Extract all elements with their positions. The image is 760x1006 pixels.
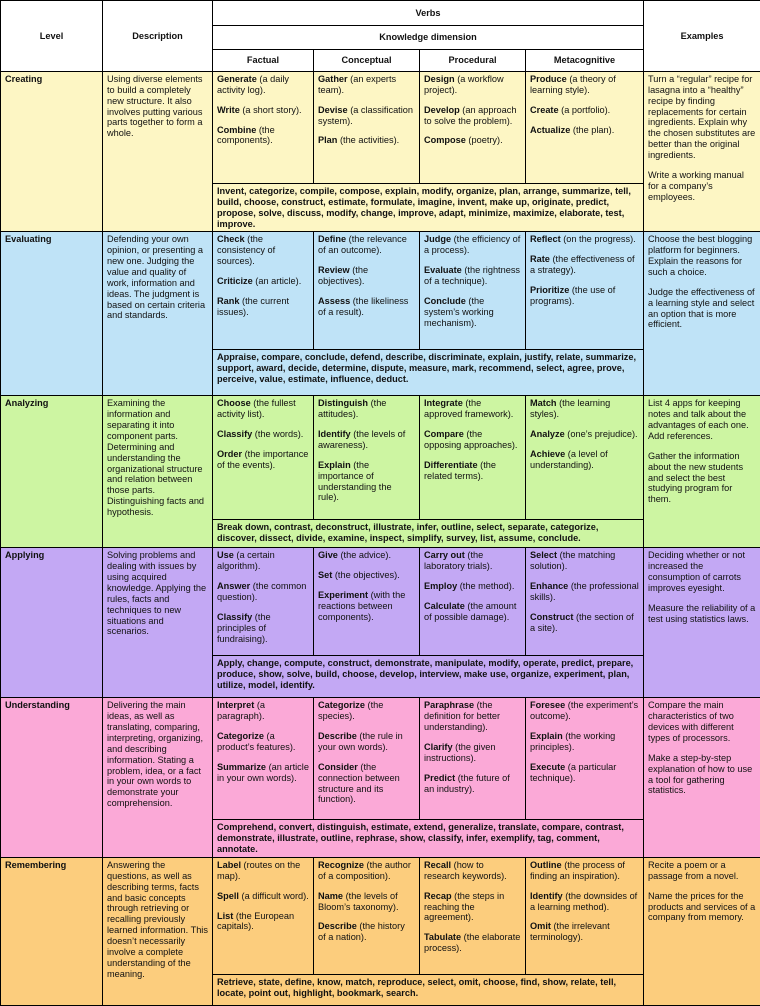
metacognitive-verbs-cell	[526, 232, 644, 350]
level-name: Remembering	[1, 858, 103, 1006]
examples-header: Examples	[644, 1, 760, 72]
verb-object: (a classification system).	[318, 105, 413, 126]
examples-cell	[644, 548, 760, 698]
verb-object: (the given instructions).	[424, 742, 496, 763]
verb-example	[217, 276, 309, 287]
verb-example	[530, 700, 639, 722]
verb: Omit	[530, 921, 551, 931]
metacognitive-verbs-cell	[526, 396, 644, 520]
verb: Predict	[424, 773, 455, 783]
verb-object: (poetry).	[466, 135, 503, 145]
verb: Conclude	[424, 296, 466, 306]
verb: Enhance	[530, 581, 568, 591]
verb-object: (a particular technique).	[530, 762, 616, 783]
verb-example	[217, 731, 309, 753]
verb-example	[318, 460, 415, 503]
verb-example	[424, 773, 521, 795]
verb: Match	[530, 398, 557, 408]
verb-example	[217, 296, 309, 318]
verb: Devise	[318, 105, 348, 115]
level-header: Level	[1, 1, 103, 72]
verbs-list: Comprehend, convert, distinguish, estimate, extend, generalize, translate, compare, contrast, demonstrate, illustrate, outline, rephrase, show, classify, infer, exemplify, tag, comment, annotate.	[213, 820, 644, 858]
verb-example	[318, 860, 415, 882]
verb: Employ	[424, 581, 457, 591]
verb: Generate	[217, 74, 257, 84]
verb: Rank	[217, 296, 239, 306]
description-header: Description	[103, 1, 213, 72]
verb: Plan	[318, 135, 337, 145]
verb-object: (the irrelevant terminology).	[530, 921, 610, 942]
verb-example	[424, 742, 521, 764]
conceptual-verbs-cell	[314, 698, 420, 820]
level-name: Creating	[1, 72, 103, 232]
metacognitive-header: Metacognitive	[526, 50, 644, 72]
examples-cell	[644, 232, 760, 396]
verb: Gather	[318, 74, 348, 84]
verb-object: (the importance of understanding the rule).	[318, 460, 392, 503]
verb-object: (one’s prejudice).	[565, 429, 638, 439]
verb: Distinguish	[318, 398, 368, 408]
examples-cell	[644, 396, 760, 548]
example-text: Measure the reliability of a test using statistics laws.	[648, 603, 756, 625]
verb-object: (the attitudes).	[318, 398, 386, 419]
level-row-understanding	[1, 698, 760, 820]
level-row-remembering	[1, 858, 760, 975]
verb: Set	[318, 570, 332, 580]
procedural-verbs-cell	[420, 548, 526, 656]
verb-example	[318, 296, 415, 318]
verb-example	[318, 429, 415, 451]
verb: Produce	[530, 74, 567, 84]
level-description: Examining the information and separating it into component parts. Determining and understanding the organizational structure and relation between those parts. Distinguishing facts and hypothesis.	[103, 396, 213, 548]
verb-object: (the process of finding an inspiration).	[530, 860, 625, 881]
verb: Prioritize	[530, 285, 569, 295]
example-text: Make a step-by-step explanation of how to use a tool for gathering statistics.	[648, 753, 756, 796]
verb-example	[530, 74, 639, 96]
verb-example	[318, 234, 415, 256]
verb-example	[318, 550, 415, 561]
verb-object: (the author of a composition).	[318, 860, 411, 881]
conceptual-verbs-cell	[314, 858, 420, 975]
verb-example	[530, 449, 639, 471]
verb: Explain	[318, 460, 351, 470]
verb-object: (a theory of learning style).	[530, 74, 616, 95]
verb-example	[424, 581, 521, 592]
level-description: Delivering the main ideas, as well as translating, comparing, interpreting, organizing, and describing information. Stating a problem, idea, or a fact in your own words to demonstrate your comprehension.	[103, 698, 213, 858]
verb-example	[530, 891, 639, 913]
verb: Execute	[530, 762, 565, 772]
verb: Label	[217, 860, 241, 870]
verb-example	[318, 590, 415, 623]
verb-example	[318, 570, 415, 581]
verb-object: (the opposing approaches).	[424, 429, 517, 450]
verb-object: (the consistency of sources).	[217, 234, 275, 266]
verb-object: (the learning styles).	[530, 398, 610, 419]
verb: Describe	[318, 731, 357, 741]
verb: Identify	[318, 429, 351, 439]
verb-example	[424, 700, 521, 733]
verb: Design	[424, 74, 455, 84]
verb-example	[217, 234, 309, 267]
example-text: Judge the effectiveness of a learning style and select an option that is more efficient.	[648, 287, 756, 330]
verb: List	[217, 911, 233, 921]
verb: Judge	[424, 234, 451, 244]
verbs-list: Invent, categorize, compile, compose, explain, modify, organize, plan, arrange, summarize, tell, build, choose, construct, estimate, formulate, imagine, invent, make up, originate, predict, propose, solve, discuss, modify, change, improve, adapt, minimize, maximize, elaborate, test, improve.	[213, 184, 644, 232]
verb-object: (the elaborate process).	[424, 932, 520, 953]
verb-object: (the likeliness of a result).	[318, 296, 408, 317]
verb-object: (on the progress).	[561, 234, 636, 244]
metacognitive-verbs-cell	[526, 858, 644, 975]
conceptual-header: Conceptual	[314, 50, 420, 72]
verb-object: (the objectives).	[332, 570, 399, 580]
examples-cell	[644, 698, 760, 858]
verb: Recall	[424, 860, 451, 870]
verb: Construct	[530, 612, 573, 622]
verb-example	[217, 550, 309, 572]
procedural-verbs-cell	[420, 396, 526, 520]
verb-example	[318, 135, 415, 146]
procedural-verbs-cell	[420, 858, 526, 975]
verb: Compose	[424, 135, 466, 145]
verb-object: (a difficult word).	[239, 891, 309, 901]
verb-object: (the amount of possible damage).	[424, 601, 516, 622]
verb: Evaluate	[424, 265, 462, 275]
verb: Summarize	[217, 762, 266, 772]
verb-object: (the approved framework).	[424, 398, 513, 419]
verb: Answer	[217, 581, 250, 591]
level-row-evaluating	[1, 232, 760, 350]
level-description: Answering the questions, as well as describing terms, facts and basic concepts through retrieving or recalling previously learned information. This doesn’t necessarily involve a complete understanding of the meaning.	[103, 858, 213, 1006]
verb: Identify	[530, 891, 563, 901]
conceptual-verbs-cell	[314, 396, 420, 520]
verb-example	[217, 398, 309, 420]
conceptual-verbs-cell	[314, 232, 420, 350]
verb-object: (the use of programs).	[530, 285, 615, 306]
verb-object: (a daily activity log).	[217, 74, 289, 95]
procedural-verbs-cell	[420, 232, 526, 350]
verb: Criticize	[217, 276, 253, 286]
verb: Experiment	[318, 590, 368, 600]
verb-example	[530, 921, 639, 943]
verbs-list: Appraise, compare, conclude, defend, describe, discriminate, explain, justify, relate, summarize, support, award, decide, determine, dispute, measure, mark, recommend, select, agree, prove, perceive, value, estimate, influence, deduct.	[213, 350, 644, 396]
example-text: Compare the main characteristics of two devices with different types of processors.	[648, 700, 756, 743]
verb-example	[530, 254, 639, 276]
verb: Give	[318, 550, 338, 560]
verb-object: (a certain algorithm).	[217, 550, 275, 571]
verb-example	[424, 601, 521, 623]
verb-object: (a paragraph).	[217, 700, 265, 721]
verb-example	[424, 429, 521, 451]
verb-example	[424, 234, 521, 256]
verb-example	[318, 921, 415, 943]
verb-example	[530, 234, 639, 245]
level-row-applying	[1, 548, 760, 656]
verb: Recognize	[318, 860, 364, 870]
verb-object: (the professional skills).	[530, 581, 639, 602]
verb-object: (the principles of fundraising).	[217, 612, 271, 644]
table-body	[1, 72, 760, 1006]
verb: Review	[318, 265, 350, 275]
verb-object: (the species).	[318, 700, 383, 721]
verb-example	[424, 932, 521, 954]
verb-example	[424, 550, 521, 572]
verb-object: (the common question).	[217, 581, 306, 602]
verb-example	[530, 860, 639, 882]
verb-example	[424, 74, 521, 96]
factual-header: Factual	[213, 50, 314, 72]
verb-example	[217, 125, 309, 147]
verb-example	[424, 296, 521, 329]
factual-verbs-cell	[213, 232, 314, 350]
level-name: Evaluating	[1, 232, 103, 396]
verb: Reflect	[530, 234, 561, 244]
verb: Paraphrase	[424, 700, 474, 710]
example-text: Name the prices for the products and services of a company from memory.	[648, 891, 756, 924]
verb-object: (the matching solution).	[530, 550, 615, 571]
verb-example	[217, 581, 309, 603]
verb: Write	[217, 105, 240, 115]
verb: Rate	[530, 254, 550, 264]
verb-object: (the downsides of a learning method).	[530, 891, 637, 912]
verb-object: (the advice).	[338, 550, 391, 560]
verb: Categorize	[217, 731, 264, 741]
verb: Achieve	[530, 449, 565, 459]
verb-example	[217, 105, 309, 116]
verb-object: (the history of a nation).	[318, 921, 405, 942]
verb-object: (the levels of awareness).	[318, 429, 405, 450]
verb-object: (a level of understanding).	[530, 449, 608, 470]
factual-verbs-cell	[213, 396, 314, 520]
verb-example	[318, 105, 415, 127]
verb: Differentiate	[424, 460, 478, 470]
verb-example	[530, 581, 639, 603]
conceptual-verbs-cell	[314, 72, 420, 184]
level-description: Defending your own opinion, or presenting a new one. Judging the value and quality of work, information and ideas. The judgment is based on certain criteria and standards.	[103, 232, 213, 396]
verb-example	[530, 105, 639, 116]
verb-object: (a short story).	[240, 105, 302, 115]
verbs-list: Retrieve, state, define, know, match, reproduce, select, omit, choose, find, show, relate, tell, locate, point out, highlight, bookmark, search.	[213, 975, 644, 1006]
verb: Interpret	[217, 700, 254, 710]
verbs-list: Apply, change, compute, construct, demonstrate, manipulate, modify, operate, predict, prepare, produce, show, solve, build, choose, develop, interview, make use, organize, experiment, plan, utilize, model, identify.	[213, 656, 644, 698]
verb: Recap	[424, 891, 452, 901]
verb-object: (the components).	[217, 125, 275, 146]
verb: Tabulate	[424, 932, 461, 942]
knowledge-dimension-header: Knowledge dimension	[213, 26, 644, 50]
verb: Use	[217, 550, 234, 560]
verb-example	[424, 398, 521, 420]
verb: Clarify	[424, 742, 453, 752]
example-text: Gather the information about the new students and select the best studying program for them.	[648, 451, 756, 505]
verb-example	[424, 860, 521, 882]
verb-example	[217, 911, 309, 933]
example-text: Write a working manual for a company’s employees.	[648, 170, 756, 203]
verb: Classify	[217, 429, 252, 439]
example-text: Turn a “regular” recipe for lasagna into a “healthy” recipe by finding replacements for certain ingredients. Explain why the chosen substitutes are better than the original ingredients.	[648, 74, 756, 161]
verb-object: (the effectiveness of a strategy).	[530, 254, 635, 275]
verb-object: (the experiment’s outcome).	[530, 700, 638, 721]
verb: Develop	[424, 105, 460, 115]
verb: Compare	[424, 429, 464, 439]
verb-object: (the levels of Bloom’s taxonomy).	[318, 891, 399, 912]
verb: Carry out	[424, 550, 465, 560]
level-name: Understanding	[1, 698, 103, 858]
level-name: Applying	[1, 548, 103, 698]
verb-example	[217, 762, 309, 784]
verb: Actualize	[530, 125, 570, 135]
verb: Assess	[318, 296, 350, 306]
level-description: Using diverse elements to build a completely new structure. It also involves putting various parts together to form a whole.	[103, 72, 213, 232]
verbs-list: Break down, contrast, deconstruct, illustrate, infer, outline, select, separate, categorize, discover, dissect, divide, examine, inspect, simplify, survey, list, assume, conclude.	[213, 520, 644, 548]
conceptual-verbs-cell	[314, 548, 420, 656]
verb-object: (the related terms).	[424, 460, 496, 481]
procedural-verbs-cell	[420, 72, 526, 184]
verb: Outline	[530, 860, 562, 870]
verb-object: (the European capitals).	[217, 911, 294, 932]
verb-example	[530, 125, 639, 136]
factual-verbs-cell	[213, 72, 314, 184]
verb: Integrate	[424, 398, 463, 408]
verb-example	[217, 891, 309, 902]
verb-example	[318, 398, 415, 420]
verb-object: (routes on the map).	[217, 860, 300, 881]
verb-object: (the rightness of a technique).	[424, 265, 520, 286]
example-text: Deciding whether or not increased the consumption of carrots improves eyesight.	[648, 550, 756, 593]
verb: Explain	[530, 731, 563, 741]
verb-example	[217, 74, 309, 96]
verb-object: (the activities).	[337, 135, 399, 145]
examples-cell	[644, 72, 760, 232]
metacognitive-verbs-cell	[526, 698, 644, 820]
verb-example	[530, 731, 639, 753]
verb-example	[424, 460, 521, 482]
verb-object: (the words).	[252, 429, 303, 439]
verb: Spell	[217, 891, 239, 901]
level-row-creating	[1, 72, 760, 184]
level-description: Solving problems and dealing with issues by using acquired knowledge. Applying the rules, facts and techniques to new situations and scenarios.	[103, 548, 213, 698]
verb-example	[424, 891, 521, 924]
verb-example	[530, 762, 639, 784]
verb-example	[530, 429, 639, 440]
verb: Consider	[318, 762, 358, 772]
verb-example	[217, 700, 309, 722]
verb-object: (the current issues).	[217, 296, 289, 317]
verb-example	[217, 429, 309, 440]
verb-object: (an article).	[253, 276, 302, 286]
verb-example	[318, 731, 415, 753]
verb-object: (the relevance of an outcome).	[318, 234, 407, 255]
verb-object: (the efficiency of a process).	[424, 234, 520, 255]
factual-verbs-cell	[213, 698, 314, 820]
verb-example	[424, 105, 521, 127]
factual-verbs-cell	[213, 548, 314, 656]
verb-object: (the working principles).	[530, 731, 615, 752]
procedural-header: Procedural	[420, 50, 526, 72]
verb-object: (the section of a site).	[530, 612, 634, 633]
verb: Combine	[217, 125, 256, 135]
verb-object: (the steps in reaching the agreement).	[424, 891, 504, 923]
verb: Order	[217, 449, 242, 459]
examples-cell	[644, 858, 760, 1006]
verb-object: (the system’s working mechanism).	[424, 296, 494, 328]
verb-object: (a workflow project).	[424, 74, 504, 95]
verb-object: (a product’s features).	[217, 731, 295, 752]
verbs-header: Verbs	[213, 1, 644, 26]
verb-example	[318, 265, 415, 287]
verb-example	[530, 612, 639, 634]
verb-example	[530, 285, 639, 307]
verb-object: (the rule in your own words).	[318, 731, 403, 752]
verb: Name	[318, 891, 343, 901]
verb-example	[217, 860, 309, 882]
verb: Classify	[217, 612, 252, 622]
verb-object: (how to research keywords).	[424, 860, 507, 881]
verb: Foresee	[530, 700, 565, 710]
verb: Describe	[318, 921, 357, 931]
verb-example	[424, 135, 521, 146]
verb-object: (the definition for better understanding).	[424, 700, 500, 732]
verb: Create	[530, 105, 559, 115]
verb: Select	[530, 550, 557, 560]
verb-object: (the method).	[457, 581, 514, 591]
verb: Analyze	[530, 429, 565, 439]
example-text: List 4 apps for keeping notes and talk about the advantages of each one. Add references.	[648, 398, 756, 441]
verb: Categorize	[318, 700, 365, 710]
metacognitive-verbs-cell	[526, 72, 644, 184]
verb-example	[424, 265, 521, 287]
verb-example	[318, 891, 415, 913]
verb-object: (the connection between structure and its function).	[318, 762, 400, 805]
verb-object: (the plan).	[570, 125, 614, 135]
verb-object: (an article in your own words).	[217, 762, 309, 783]
verb-object: (the laboratory trials).	[424, 550, 492, 571]
factual-verbs-cell	[213, 858, 314, 975]
verb-example	[217, 449, 309, 471]
verb-example	[318, 74, 415, 96]
verb: Calculate	[424, 601, 465, 611]
verb-object: (an experts team).	[318, 74, 396, 95]
verb-example	[530, 550, 639, 572]
verb: Choose	[217, 398, 251, 408]
level-row-analyzing	[1, 396, 760, 520]
verb-object: (the objectives).	[318, 265, 368, 286]
verb-object: (with the reactions between components).	[318, 590, 405, 622]
verb-object: (the future of an industry).	[424, 773, 510, 794]
example-text: Choose the best blogging platform for beginners. Explain the reasons for such a choice.	[648, 234, 756, 277]
metacognitive-verbs-cell	[526, 548, 644, 656]
verb-object: (the fullest activity list).	[217, 398, 296, 419]
verb-example	[217, 612, 309, 645]
verb: Define	[318, 234, 346, 244]
example-text: Recite a poem or a passage from a novel.	[648, 860, 756, 882]
verb-example	[318, 762, 415, 805]
verb-object: (an approach to solve the problem).	[424, 105, 516, 126]
verb-object: (a portfolio).	[559, 105, 611, 115]
verb-object: (the importance of the events).	[217, 449, 308, 470]
level-name: Analyzing	[1, 396, 103, 548]
verb-example	[318, 700, 415, 722]
verb: Check	[217, 234, 245, 244]
procedural-verbs-cell	[420, 698, 526, 820]
verb-example	[530, 398, 639, 420]
